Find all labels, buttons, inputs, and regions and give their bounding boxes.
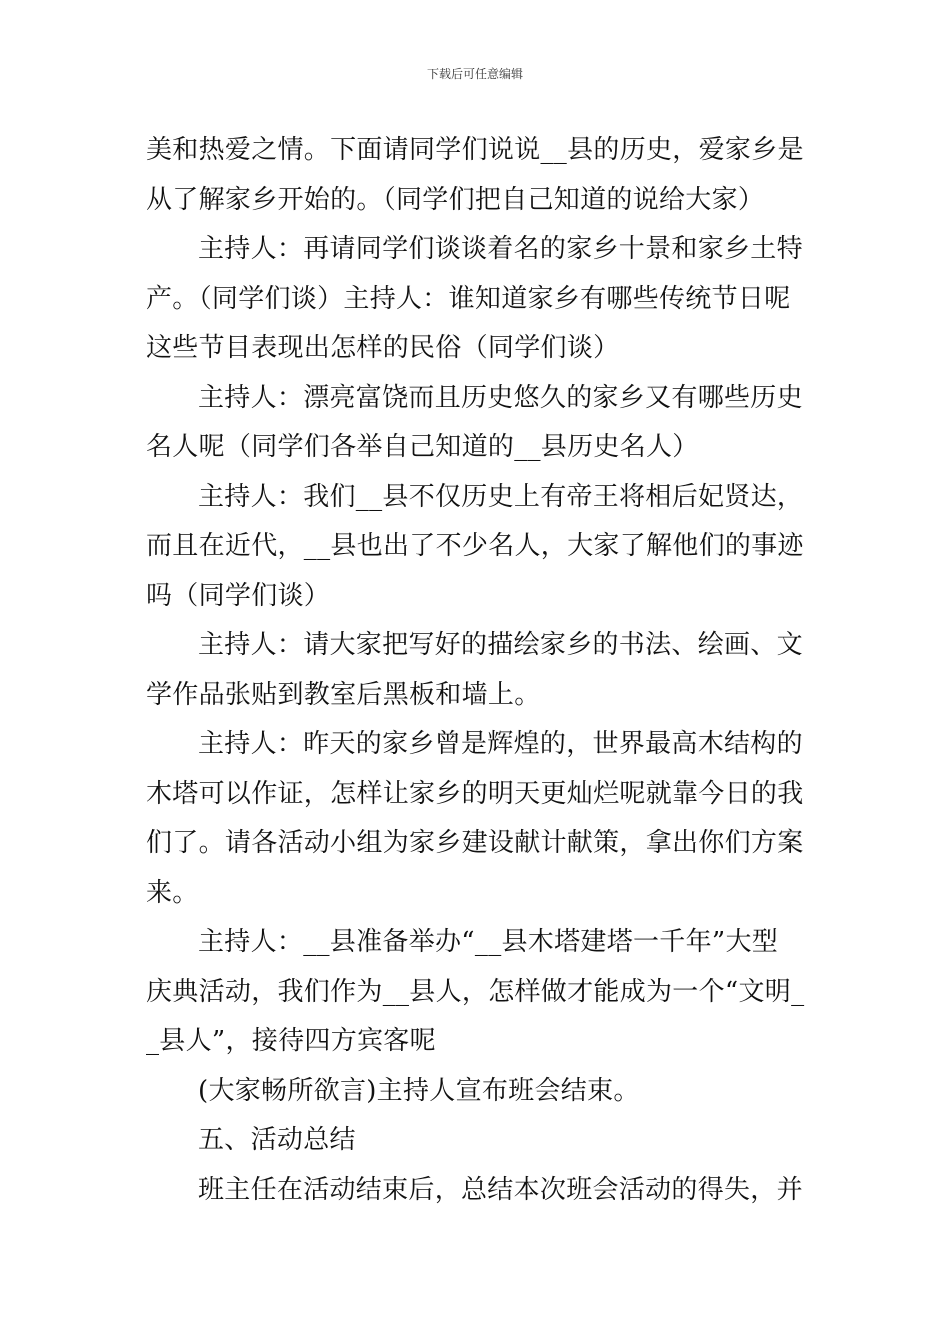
text-line: 学作品张贴到教室后黑板和墙上。: [146, 679, 541, 710]
text-line: 产。（同学们谈）主持人：谁知道家乡有哪些传统节日呢: [146, 283, 791, 314]
text-line: 木塔可以作证，怎样让家乡的明天更灿烂呢就靠今日的我: [146, 778, 804, 809]
text-line: 名人呢（同学们各举自己知道的__县历史名人）: [146, 432, 699, 462]
text-line: 来。: [146, 877, 199, 908]
text-line: 主持人：再请同学们谈谈着名的家乡十景和家乡土特: [198, 234, 803, 264]
text-line: 们了。请各活动小组为家乡建设献计献策，拿出你们方案: [146, 828, 804, 858]
text-line: 这些节目表现出怎样的民俗（同学们谈）: [146, 333, 620, 363]
text-line: 主持人：我们__县不仅历史上有帝王将相后妃贤达，: [198, 481, 804, 512]
text-line: 主持人：漂亮富饶而且历史悠久的家乡又有哪些历史: [198, 382, 803, 413]
page-header: 下载后可任意编辑: [426, 67, 523, 81]
text-line: _县人”，接待四方宾客呢: [146, 1026, 436, 1056]
text-line: 美和热爱之情。下面请同学们说说__县的历史，爱家乡是: [146, 135, 804, 165]
text-line: 班主任在活动结束后，总结本次班会活动的得失，并: [198, 1174, 803, 1205]
text-line: (大家畅所欲言)主持人宣布班会结束。: [198, 1075, 640, 1106]
text-line: 从了解家乡开始的。（同学们把自己知道的说给大家）: [146, 184, 765, 215]
text-line: 而且在近代，__县也出了不少名人，大家了解他们的事迹: [146, 531, 804, 561]
section-heading: 五、活动总结: [198, 1125, 356, 1155]
document-body: [146, 126, 808, 1215]
text-line: 主持人：__县准备举办“__县木塔建塔一千年”大型: [198, 927, 779, 957]
text-line: 主持人：昨天的家乡曾是辉煌的，世界最高木结构的: [198, 729, 803, 759]
text-line: 主持人：请大家把写好的描绘家乡的书法、绘画、文: [198, 630, 803, 660]
text-line: 庆典活动，我们作为__县人，怎样做才能成为一个“文明_: [146, 976, 805, 1007]
text-line: 吗（同学们谈）: [146, 580, 331, 611]
